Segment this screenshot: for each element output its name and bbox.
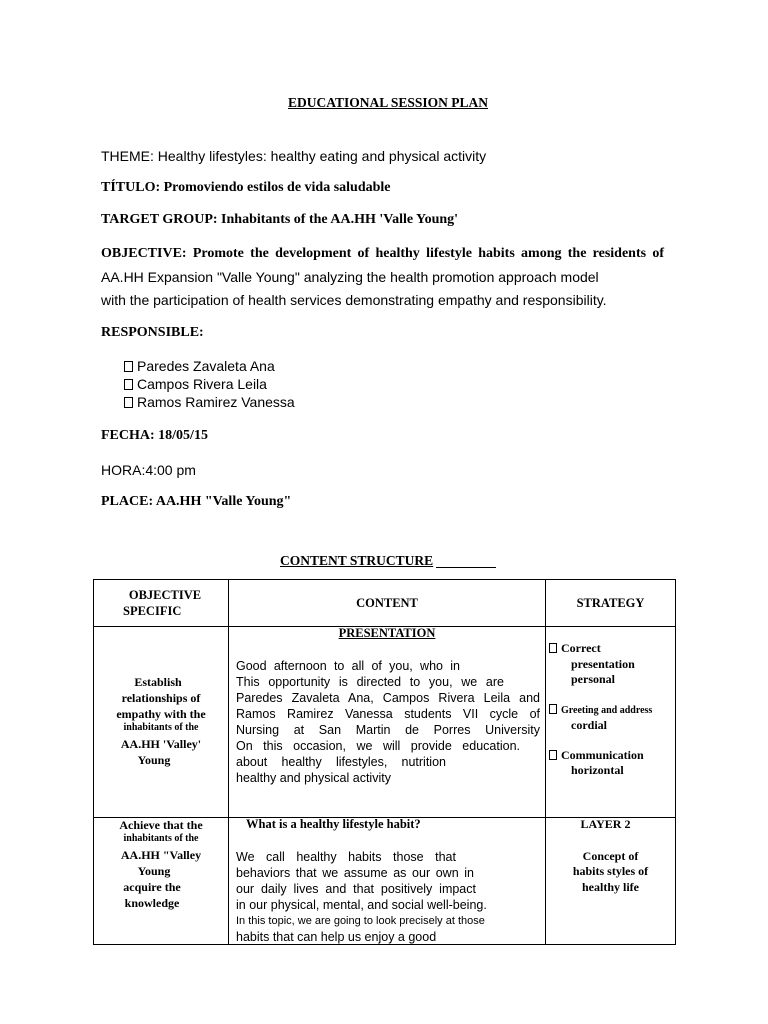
table-border-right — [675, 579, 676, 945]
responsible-label: RESPONSIBLE: — [101, 325, 204, 340]
responsible-item: Campos Rivera Leila — [124, 376, 267, 392]
row2-strategy: LAYER 2 Concept of habits styles of healthy life — [572, 817, 649, 894]
strategy-item: Communication — [549, 748, 675, 764]
strategy-item: Greeting and address — [549, 703, 675, 719]
title-underline — [436, 567, 496, 568]
row1-strategy: Correct presentation personal Greeting and address cordial Communication horizontal — [549, 641, 675, 779]
titulo-value: Promoviendo estilos de vida saludable — [163, 180, 391, 195]
strategy-item: Correct — [549, 641, 675, 657]
hora-line: HORA:4:00 pm — [101, 462, 196, 478]
bullet-icon — [549, 643, 557, 653]
fecha-line: FECHA: 18/05/15 — [101, 428, 208, 443]
row1-objective: Establish relationships of empathy with the inhabitants of the AA.HH 'Valley' Young — [116, 675, 206, 767]
content-structure-title: CONTENT STRUCTURE — [280, 553, 434, 568]
target-group-label: TARGET GROUP: — [101, 212, 218, 227]
responsible-item: Paredes Zavaleta Ana — [124, 358, 275, 374]
row2-objective: Achieve that the inhabitants of the AA.HH "Valley Young acquire the knowledge — [119, 818, 203, 910]
bullet-icon — [549, 750, 557, 760]
bullet-icon — [124, 397, 133, 408]
row2-content-heading: What is a healthy lifestyle habit? — [246, 817, 421, 831]
bullet-icon — [124, 361, 133, 372]
responsible-item: Ramos Ramirez Vanessa — [124, 394, 295, 410]
target-group-value: Inhabitants of the AA.HH 'Valle Young' — [221, 212, 459, 227]
objective-text-1: Promote the development of healthy lifestyle habits among the residents of — [192, 246, 664, 261]
theme-line: THEME: Healthy lifestyles: healthy eating and physical activity — [101, 148, 487, 164]
table-border-top — [93, 579, 676, 580]
header-objective-specific: OBJECTIVE SPECIFIC — [123, 588, 202, 618]
objective-line-2: AA.HH Expansion "Valle Young" analyzing the health promotion approach model — [101, 269, 599, 285]
place-line: PLACE: AA.HH "Valle Young" — [101, 494, 292, 509]
row1-content-body: Good afternoon to all of you, who in This opportunity is directed to you, we are Paredes Zavaleta Ana, Campos Rivera Leila and Ramos Ramirez Vanessa students VII cycle of Nursing at San Martin de Porres University On this occasion, we will provide education. about healthy lifestyles, nutrition healthy and physical activity — [236, 659, 540, 785]
objective-line-3: with the participation of health services demonstrating empathy and responsibility. — [101, 292, 607, 308]
objective-label: OBJECTIVE: — [101, 246, 187, 261]
target-group-line — [101, 212, 458, 228]
document-title: EDUCATIONAL SESSION PLAN — [287, 95, 489, 110]
header-strategy: STRATEGY — [576, 596, 645, 610]
titulo-line — [101, 180, 391, 196]
row1-content-heading: PRESENTATION — [338, 626, 436, 640]
row2-content-body: We call healthy habits those that behaviors that we assume as our own in our daily lives and that positively impact in our physical, mental, and social well-being. In this topic, we are going to look precisely at those habits that can help us enjoy a good — [236, 850, 487, 944]
bullet-icon — [549, 704, 557, 714]
titulo-label: TÍTULO: — [101, 180, 161, 195]
bullet-icon — [124, 379, 133, 390]
objective-line-1 — [101, 246, 664, 262]
header-content: CONTENT — [356, 596, 418, 610]
